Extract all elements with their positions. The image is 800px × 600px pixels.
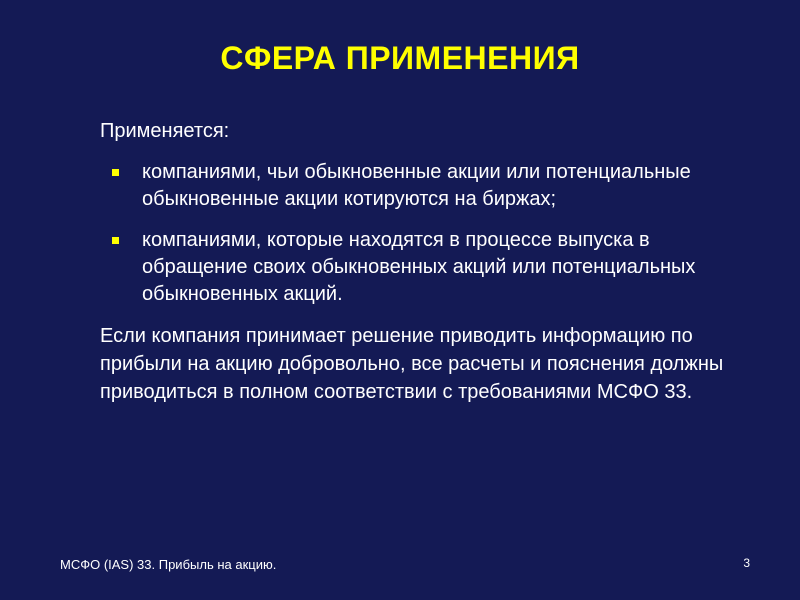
intro-text: Применяется: bbox=[100, 120, 230, 142]
bullet-text: компаниями, которые находятся в процессе выпуска в обращение своих обыкновенных акций или потенциальных обыкновенных акций. bbox=[142, 229, 696, 305]
bullet-list bbox=[100, 159, 740, 308]
footer-text: МСФО (IAS) 33. Прибыль на акцию. bbox=[60, 557, 277, 572]
square-bullet-icon bbox=[112, 169, 119, 176]
bullet-item bbox=[100, 159, 740, 213]
note-paragraph: Если компания принимает решение приводить информацию по прибыли на акцию добровольно, все расчеты и пояснения должны приводиться в полном соответствии с требованиями МСФО 33. bbox=[100, 325, 724, 403]
bullet-text: компаниями, чьи обыкновенные акции или потенциальные обыкновенные акции котируются на биржах; bbox=[142, 161, 691, 210]
slide-content bbox=[100, 118, 740, 426]
slide-title: СФЕРА ПРИМЕНЕНИЯ bbox=[220, 40, 580, 76]
bullet-item bbox=[100, 227, 740, 308]
square-bullet-icon bbox=[112, 237, 119, 244]
page-number: 3 bbox=[743, 556, 750, 570]
